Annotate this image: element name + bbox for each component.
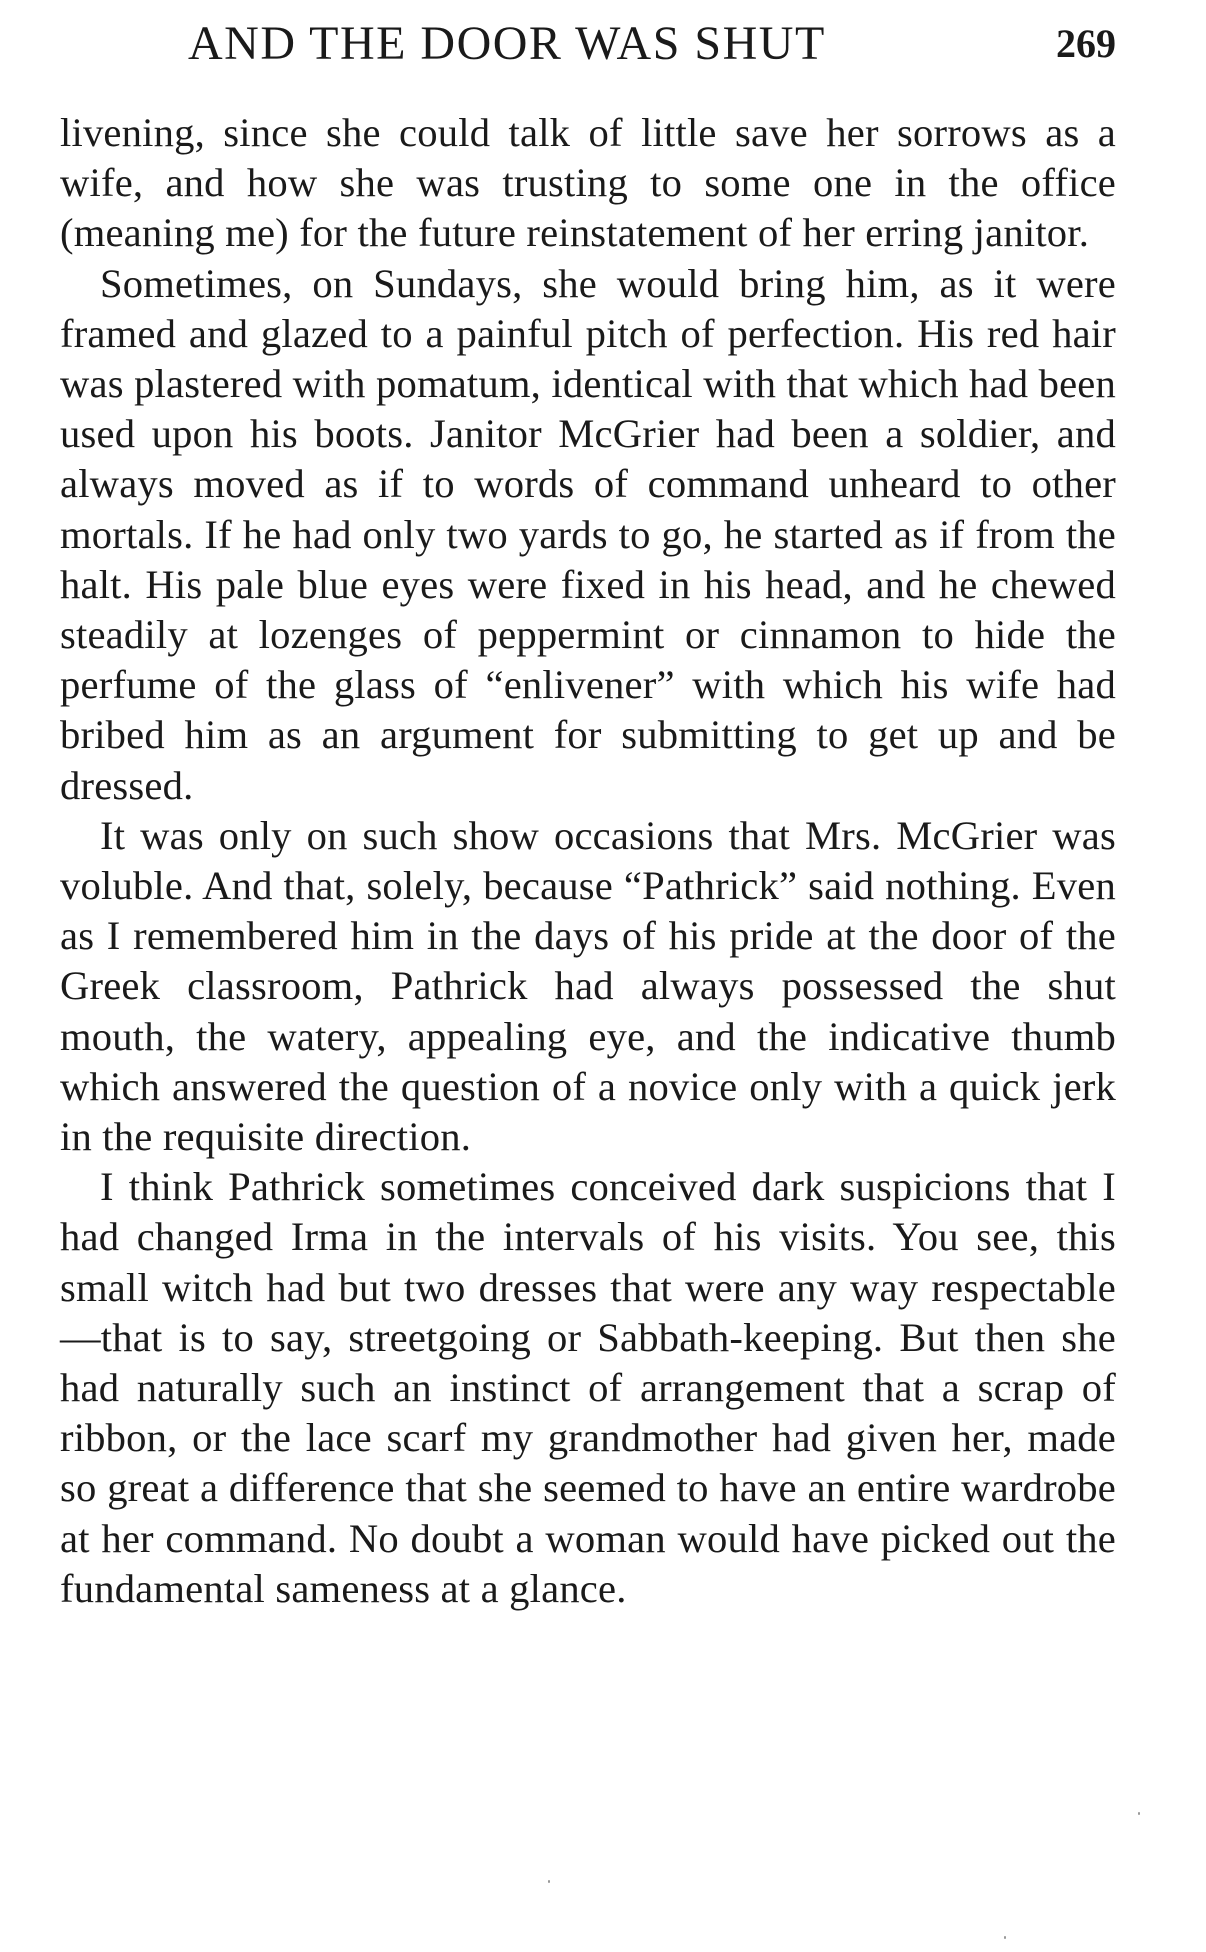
paragraph-4: I think Pathrick sometimes conceived dark suspicions that I had changed Irma in the intervals of his visits. You see, this small witch had but two dresses that were any way respectable—that is to say, streetgoing or Sabbath-keeping. But then she had naturally such an instinct of arrangement that a scrap of ribbon, or the lace scarf my grandmother had given her, made so great a difference that she seemed to have an entire wardrobe at her command. No doubt a woman would have picked out the fundamental sameness at a glance. xyxy=(60,1164,1116,1611)
paragraph-2: Sometimes, on Sundays, she would bring him, as it were framed and glazed to a painful pitch of perfection. His red hair was plastered with pomatum, identical with that which had been used upon his boots. Janitor McGrier had been a soldier, and always moved as if to words of command unheard to other mortals. If he had only two yards to go, he started as if from the halt. His pale blue eyes were fixed in his head, and he chewed steadily at lozenges of peppermint or cinnamon to hide the perfume of the glass of “enlivener” with which his wife had bribed him as an argument for submitting to get up and be dressed. xyxy=(60,260,1116,808)
running-head xyxy=(60,16,1116,72)
paragraph-3: It was only on such show occasions that Mrs. McGrier was voluble. And that, solely, because “Pathrick” said nothing. Even as I remembered him in the days of his pride at the door of the Greek classroom, Pathrick had always possessed the shut mouth, the watery, appealing eye, and the indicative thumb which answered the question of a novice only with a quick jerk in the requisite direction. xyxy=(60,812,1116,1160)
paper-speck xyxy=(1004,1936,1006,1939)
paper-speck xyxy=(1138,1812,1140,1815)
paper-speck xyxy=(548,1880,550,1883)
page-number: 269 xyxy=(1056,21,1116,66)
body-text xyxy=(60,108,1116,1614)
running-title: AND THE DOOR WAS SHUT xyxy=(188,17,826,70)
paragraph-1: livening, since she could talk of little save her sorrows as a wife, and how she was trusting to some one in the office (meaning me) for the future reinstatement of her erring janitor. xyxy=(60,110,1116,256)
